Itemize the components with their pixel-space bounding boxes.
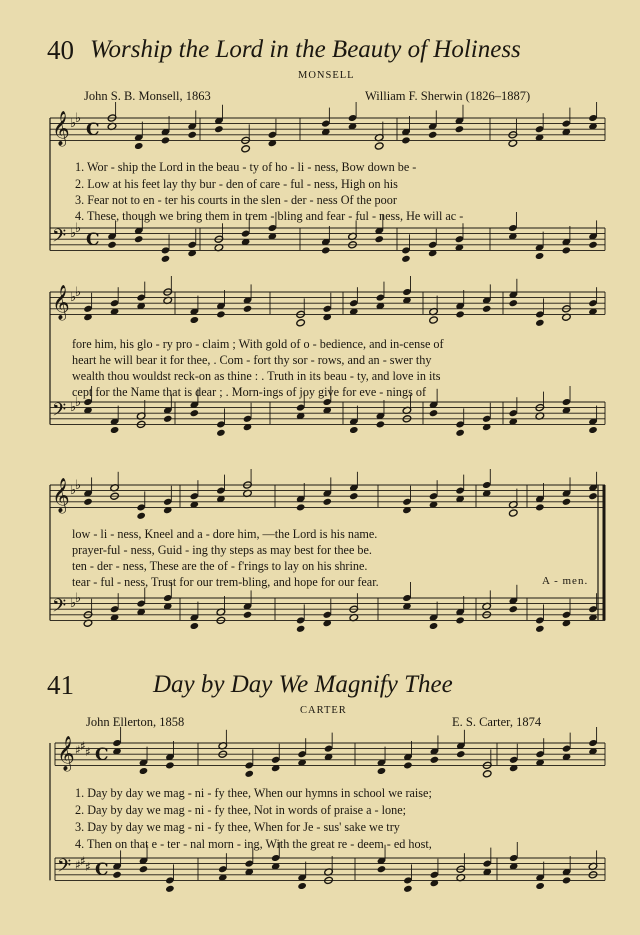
flat-icon: ♭ [75,285,82,300]
note-head [509,299,519,307]
note-head [456,750,466,758]
lyric-line: 1. Wor - ship the Lord in the beau - ty of ho - li - ness, Bow down be - [75,160,417,174]
note-head [429,316,439,324]
clef-icon: 𝄢 [52,226,67,251]
clef-icon: 𝄞 [52,478,70,513]
words-credit: John S. B. Monsell, 1863 [84,89,211,103]
note-head [190,409,200,417]
time-signature: C [86,120,100,140]
note-head [455,616,465,624]
note-head [455,429,465,437]
note-head [376,420,386,428]
note-head [535,503,545,511]
flat-icon: ♭ [75,478,82,493]
bass-staff [50,212,605,263]
bass-staff [55,842,605,893]
tune-name: CARTER [300,705,347,716]
note-head [535,252,545,260]
note-head [110,426,120,434]
note-head [214,125,224,133]
note-head [134,142,144,150]
time-signature: C [86,230,100,250]
note-head [241,145,251,153]
note-head [244,770,254,778]
note-head [562,876,572,884]
note-head [374,142,384,150]
lyric-line: 2. Low at his feet lay thy bur - den of care - ful - ness, High on his [75,177,398,191]
clef-icon: 𝄢 [52,400,67,425]
hymn-title: Worship the Lord in the Beauty of Holiness [90,36,521,63]
sharp-icon: ♯ [75,743,81,757]
note-head [321,246,331,254]
note-head [161,255,171,263]
flat-icon: ♭ [70,483,77,498]
clef-icon: 𝄢 [57,856,72,881]
flat-icon: ♭ [70,400,77,415]
lyric-line: cept for the Name that is dear ; . Morn-ings of joy give for eve - nings of [72,385,427,399]
note-head [535,319,545,327]
note-head [107,241,117,249]
note-head [509,605,519,613]
lyric-line: 4. Then on that e - ter - nal morn - ing, With the great re - deem - ed host, [75,837,432,851]
note-head [243,305,253,313]
note-head [349,492,359,500]
lyric-line: 2. Day by day we mag - ni - fy thee, Not in words of praise a - lone; [75,803,407,817]
note-head [296,625,306,633]
note-head [190,316,200,324]
note-head [165,885,175,893]
note-head [430,756,440,764]
note-head [377,865,387,873]
note-head [190,622,200,630]
note-head [588,426,598,434]
lyric-line: prayer-ful - ness, Guid - ing thy steps as may best for thee be. [72,543,372,557]
note-head [401,255,411,263]
note-head [216,429,226,437]
note-head [136,512,146,520]
clef-icon: 𝄞 [52,111,70,146]
note-head [112,871,122,879]
note-head [482,770,492,778]
treble-staff [50,102,605,153]
note-head [509,509,519,517]
note-head [139,865,149,873]
time-signature: C [95,745,109,765]
note-head [296,503,306,511]
note-head [482,305,492,313]
note-head [401,136,411,144]
note-head [165,761,175,769]
note-head [134,235,144,243]
sharp-icon: ♯ [80,739,86,753]
note-head [243,611,253,619]
lyric-line: low - li - ness, Kneel and a - dore him, —the Lord is his name. [72,527,378,541]
music-credit: William F. Sherwin (1826–1887) [365,89,531,103]
treble-staff [50,469,605,520]
hymn-number: 41 [47,670,74,700]
note-head [535,882,545,890]
note-head [216,310,226,318]
music-credit: E. S. Carter, 1874 [452,715,542,729]
treble-staff [50,276,605,327]
time-signature: C [95,860,109,880]
note-head [322,498,332,506]
note-head [187,131,197,139]
lyric-line: 3. Day by day we mag - ni - fy thee, When for Je - sus' sake we try [75,820,400,834]
lyric-line: 4. These, though we bring them in trem - bling and fear - ful - ness, He will ac - [75,209,464,223]
flat-icon: ♭ [70,290,77,305]
flat-icon: ♭ [75,221,82,236]
note-head [428,131,438,139]
flat-icon: ♭ [70,226,77,241]
note-head [139,767,149,775]
sharp-icon: ♯ [85,860,91,874]
note-head [374,235,384,243]
clef-icon: 𝄞 [57,736,75,771]
lyric-line: wealth thou wouldst reck-on as thine : . Truth in its beau - ty, and love in its [72,369,441,383]
flat-icon: ♭ [75,395,82,410]
treble-staff [55,727,605,778]
note-head [562,246,572,254]
sharp-icon: ♯ [85,745,91,759]
bass-staff [50,386,605,437]
note-head [455,125,465,133]
note-head [429,409,439,417]
note-head [297,882,307,890]
note-head [163,415,173,423]
lyric-line: 1. Day by day we mag - ni - fy thee, When our hymns in school we raise; [75,786,432,800]
note-head [535,625,545,633]
flat-icon: ♭ [70,116,77,131]
bass-staff [50,582,605,633]
sharp-icon: ♯ [75,858,81,872]
sharp-icon: ♯ [80,854,86,868]
lyric-line: tear - ful - ness, Trust for our trem-bling, and hope for our fear. [72,575,379,589]
flat-icon: ♭ [75,591,82,606]
lyric-line: ten - der - ness, These are the of - f'rings to lay on his shrine. [72,559,368,573]
note-head [588,241,598,249]
hymn-number: 40 [47,35,74,65]
note-head [562,498,572,506]
clef-icon: 𝄞 [52,285,70,320]
note-head [83,498,93,506]
clef-icon: 𝄢 [52,596,67,621]
note-head [429,622,439,630]
note-head [349,426,359,434]
amen-text: A - men. [542,575,589,587]
note-head [403,885,413,893]
note-head [588,492,598,500]
note-head [161,136,171,144]
lyric-line: fore him, his glo - ry pro - claim ; With gold of o - bedience, and in-cense of [72,337,444,351]
note-head [455,310,465,318]
lyric-line: heart he will bear it for thee, . Com - fort thy sor - rows, and an - swer thy [72,353,432,367]
note-head [377,767,387,775]
tune-name: MONSELL [298,70,355,81]
note-head [403,761,413,769]
hymn-title: Day by Day We Magnify Thee [153,671,453,698]
words-credit: John Ellerton, 1858 [86,715,185,729]
flat-icon: ♭ [75,111,82,126]
note-head [296,319,306,327]
flat-icon: ♭ [70,596,77,611]
lyric-line: 3. Fear not to en - ter his courts in the slen - der - ness Of the poor [75,193,397,207]
